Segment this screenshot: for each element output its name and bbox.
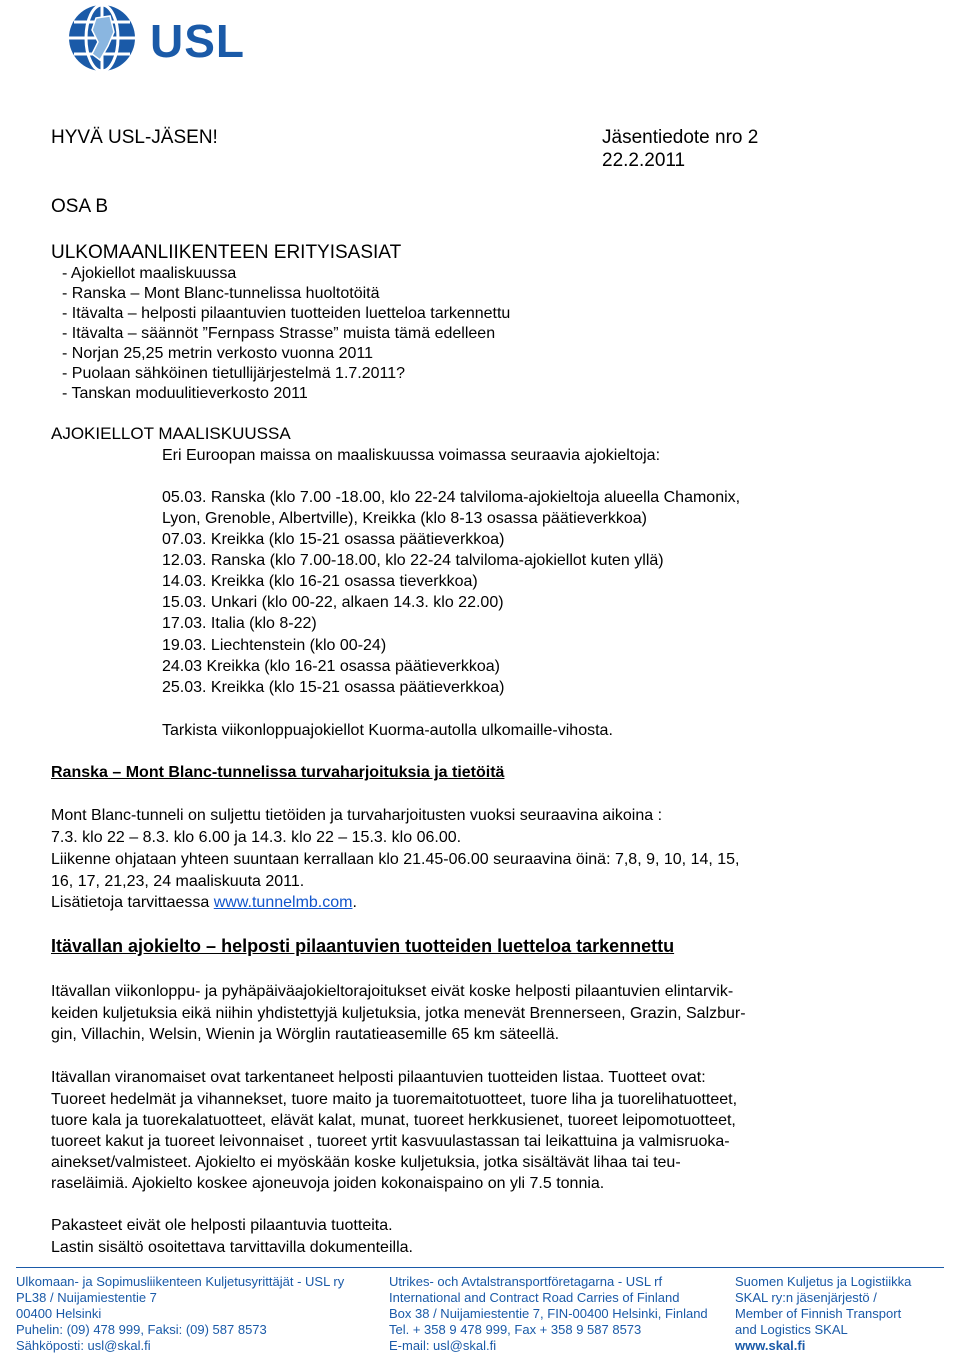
toc-item: - Ranska – Mont Blanc-tunnelissa huoltotöitä <box>62 285 380 302</box>
austria-title: Itävallan ajokielto – helposti pilaantuvien tuotteiden luetteloa tarkennettu <box>51 936 675 956</box>
footer-line: PL38 / Nuijamiestentie 7 <box>16 1290 157 1305</box>
toc-item: - Itävalta – helposti pilaantuvien tuotteiden luetteloa tarkennettu <box>62 305 511 322</box>
austria-line: Pakasteet eivät ole helposti pilaantuvia tuotteita. <box>51 1217 393 1234</box>
bans-intro: Eri Euroopan maissa on maaliskuussa voimassa seuraavia ajokieltoja: <box>162 447 661 464</box>
toc-item: - Norjan 25,25 metrin verkosto vuonna 2011 <box>62 345 373 362</box>
link-suffix: . <box>352 894 357 911</box>
toc-item: - Tanskan moduulitieverkosto 2011 <box>62 385 308 402</box>
ban-line: 19.03. Liechtenstein (klo 00-24) <box>162 637 387 654</box>
austria-line: tuore kala ja tuorekalatuotteet, elävät kalat, munat, tuoreet herkkusienet, tuoreet leipomotuotteet, <box>51 1112 736 1129</box>
ban-line: 25.03. Kreikka (klo 15-21 osassa päätieverkkoa) <box>162 679 505 696</box>
footer-line: Tel. + 358 9 478 999, Fax + 358 9 587 8573 <box>389 1322 642 1337</box>
footer-line: Puhelin: (09) 478 999, Faksi: (09) 587 8573 <box>16 1322 267 1337</box>
ban-line: 07.03. Kreikka (klo 15-21 osassa päätieverkkoa) <box>162 531 505 548</box>
toc-title: ULKOMAANLIIKENTEEN ERITYISASIAT <box>51 242 402 263</box>
footer-website[interactable]: www.skal.fi <box>735 1338 806 1353</box>
ban-line: 05.03. Ranska (klo 7.00 -18.00, klo 22-24 talviloma-ajokieltoja alueella Chamonix, <box>162 489 741 506</box>
bans-title: AJOKIELLOT MAALISKUUSSA <box>51 424 291 443</box>
ban-line: 14.03. Kreikka (klo 16-21 osassa tieverkkoa) <box>162 573 478 590</box>
austria-line: raseläimiä. Ajokielto koskee ajoneuvoja joiden kokonaispaino on yli 7.5 tonnia. <box>51 1175 605 1192</box>
montblanc-more <box>51 893 357 913</box>
montblanc-line: 16, 17, 21,23, 24 maaliskuuta 2011. <box>51 873 305 890</box>
footer-line: Member of Finnish Transport <box>735 1306 902 1321</box>
montblanc-line: Liikenne ohjataan yhteen suuntaan kerrallaan klo 21.45-06.00 seuraavina öinä: 7,8, 9, 10, 14, 15, <box>51 851 740 868</box>
globe-icon <box>62 2 152 74</box>
footer-line: SKAL ry:n jäsenjärjestö / <box>735 1290 877 1305</box>
bans-note: Tarkista viikonloppuajokiellot Kuorma-autolla ulkomaille-vihosta. <box>162 722 613 739</box>
montblanc-line: 7.3. klo 22 – 8.3. klo 6.00 ja 14.3. klo 22 – 15.3. klo 06.00. <box>51 829 462 846</box>
austria-line: gin, Villachin, Welsin, Wienin ja Wörglin rautatieasemille 65 km säteellä. <box>51 1026 560 1043</box>
footer-line: Ulkomaan- ja Sopimusliikenteen Kuljetusyrittäjät - USL ry <box>16 1274 345 1289</box>
bulletin-number: Jäsentiedote nro 2 <box>602 127 759 148</box>
tunnel-link[interactable]: www.tunnelmb.com <box>213 894 353 911</box>
ban-line: 15.03. Unkari (klo 00-22, alkaen 14.3. klo 22.00) <box>162 594 504 611</box>
austria-line: keiden kuljetuksia eikä niihin yhdistettyjä kuljetuksia, jotka menevät Brennerseen, Grazin, Salzbur- <box>51 1005 746 1022</box>
austria-line: tuoreet kakut ja tuoreet leivonnaiset , tuoreet yrtit kasvuulastassan tai leikattuina ja valmisruoka- <box>51 1133 730 1150</box>
logo-text: USL <box>150 15 245 67</box>
austria-line: ainekset/valmisteet. Ajokielto ei myöskään koske kuljetuksia, jotka sisältävät lihaa tai teu- <box>51 1154 681 1171</box>
austria-line: Itävallan viranomaiset ovat tarkentaneet helposti pilaantuvien tuotteiden listaa. Tuotteet ovat: <box>51 1069 706 1086</box>
footer-email[interactable]: Sähköposti: usl@skal.fi <box>16 1338 151 1353</box>
footer-divider <box>16 1267 944 1268</box>
ban-line: Lyon, Grenoble, Albertville), Kreikka (klo 8-13 osassa päätieverkkoa) <box>162 510 647 527</box>
more-label: Lisätietoja tarvittaessa <box>51 894 214 911</box>
footer-line: Box 38 / Nuijamiestentie 7, FIN-00400 Helsinki, Finland <box>389 1306 708 1321</box>
ban-line: 12.03. Ranska (klo 7.00-18.00, klo 22-24 talviloma-ajokiellot kuten yllä) <box>162 552 664 569</box>
montblanc-title: Ranska – Mont Blanc-tunnelissa turvaharjoituksia ja tietöitä <box>51 764 505 781</box>
austria-line: Itävallan viikonloppu- ja pyhäpäiväajokieltorajoitukset eivät koske helposti pilaantuvien elintarvik- <box>51 983 734 1000</box>
footer-line: Utrikes- och Avtalstransportföretagarna - USL rf <box>389 1274 663 1289</box>
ban-line: 24.03 Kreikka (klo 16-21 osassa päätieverkkoa) <box>162 658 500 675</box>
footer-line: Suomen Kuljetus ja Logistiikka <box>735 1274 912 1289</box>
toc-item: - Itävalta – säännöt ”Fernpass Strasse” muista tämä edelleen <box>62 325 496 342</box>
footer-line: and Logistics SKAL <box>735 1322 848 1337</box>
toc-item: - Puolaan sähköinen tietullijärjestelmä 1.7.2011? <box>62 365 406 382</box>
austria-line: Lastin sisältö osoitettava tarvittavilla dokumenteilla. <box>51 1239 413 1256</box>
montblanc-line: Mont Blanc-tunneli on suljettu tietöiden ja turvaharjoitusten vuoksi seuraavina aikoina : <box>51 807 663 824</box>
ban-line: 17.03. Italia (klo 8-22) <box>162 615 317 632</box>
bulletin-date: 22.2.2011 <box>602 150 686 171</box>
toc-item: - Ajokiellot maaliskuussa <box>62 265 237 282</box>
footer-email[interactable]: E-mail: usl@skal.fi <box>389 1338 497 1353</box>
footer-line: International and Contract Road Carries of Finland <box>389 1290 680 1305</box>
footer-line: 00400 Helsinki <box>16 1306 102 1321</box>
greeting: HYVÄ USL-JÄSEN! <box>51 127 218 148</box>
part-title: OSA B <box>51 196 109 217</box>
austria-line: Tuoreet hedelmät ja vihannekset, tuore maito ja tuoremaitotuotteet, tuore liha ja tuorelihatuotteet, <box>51 1091 738 1108</box>
